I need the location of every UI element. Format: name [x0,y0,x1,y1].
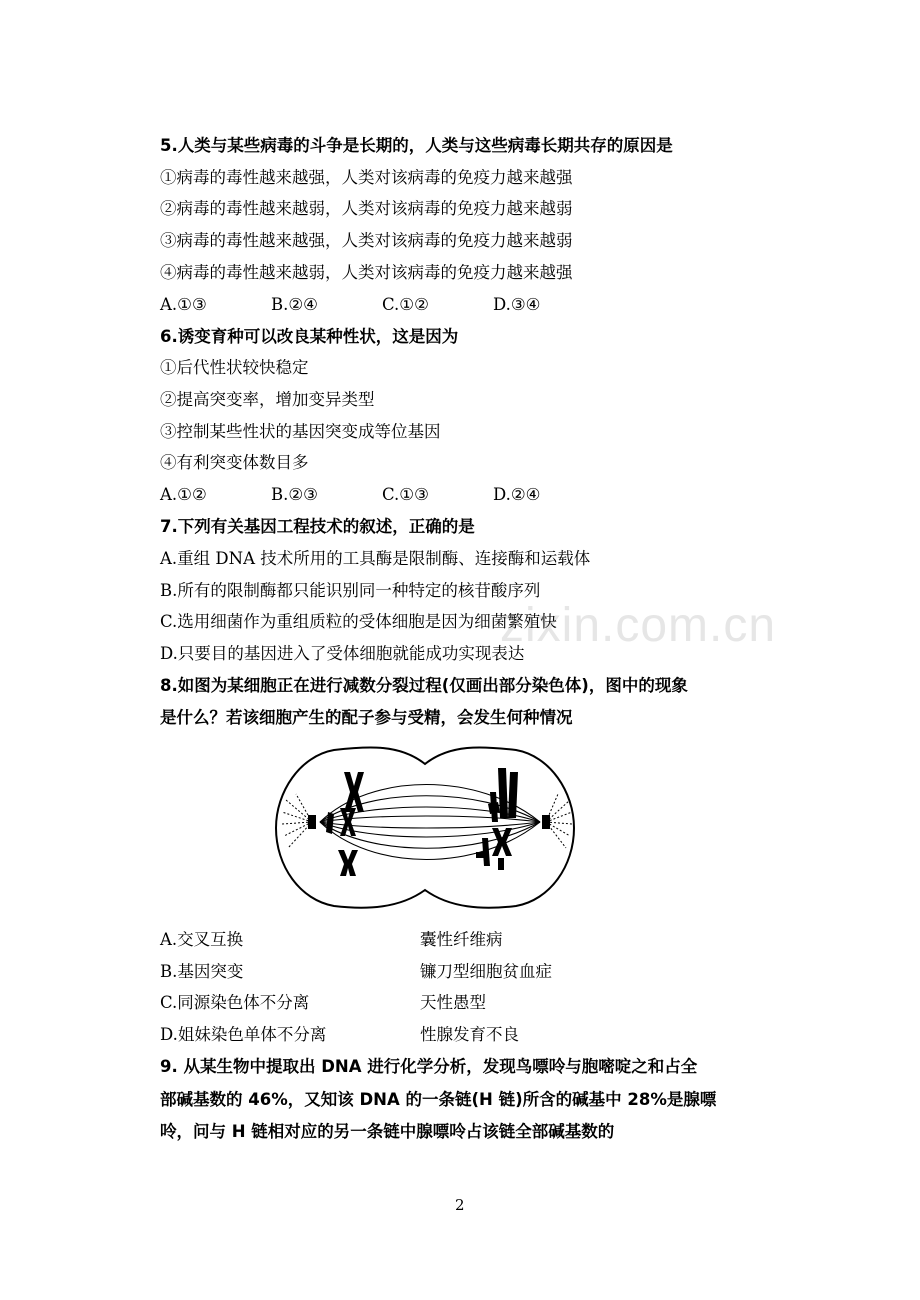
q6-item-4: ④有利突变体数目多 [160,453,309,472]
q5-option-a: A.①③ [160,295,207,314]
q6-option-b: B.②③ [271,485,318,504]
q8-option-b: B.基因突变 [160,962,244,981]
q6-options [160,484,604,506]
q6-option-d: D.②④ [493,485,541,504]
q5-stem: 5.人类与某些病毒的斗争是长期的，人类与这些病毒长期共存的原因是 [160,136,673,155]
q5-item-2: ②病毒的毒性越来越弱，人类对该病毒的免疫力越来越弱 [160,199,573,218]
q8-option-c: C.同源染色体不分离 [160,993,310,1012]
watermark: zixin.com.cn [500,599,777,652]
q7-option-d: D.只要目的基因进入了受体细胞就能成功实现表达 [160,644,525,663]
q8-stem-line2: 是什么？若该细胞产生的配子参与受精，会发生何种情况 [160,708,573,727]
chromosomes-left [326,772,364,876]
q8-option-a-disease: 囊性纤维病 [420,930,503,949]
q5-option-c: C.①② [382,295,429,314]
q8-stem-line1: 8.如图为某细胞正在进行减数分裂过程(仅画出部分染色体)，图中的现象 [160,676,688,695]
q7-option-a: A.重组 DNA 技术所用的工具酶是限制酶、连接酶和运载体 [160,549,591,568]
q6-stem: 6.诱变育种可以改良某种性状，这是因为 [160,327,459,346]
page-number: 2 [455,1196,465,1214]
aster-left [282,794,312,848]
q5-item-4: ④病毒的毒性越来越弱，人类对该病毒的免疫力越来越强 [160,263,573,282]
q9-line1: 9. 从某生物中提取出 DNA 进行化学分析，发现鸟嘌呤与胞嘧啶之和占全 [160,1057,698,1076]
q7-stem: 7.下列有关基因工程技术的叙述，正确的是 [160,517,475,536]
q8-option-b-disease: 镰刀型细胞贫血症 [420,962,552,981]
q8-option-a: A.交叉互换 [160,930,244,949]
centrosome-left [308,815,316,829]
q7-option-b: B.所有的限制酶都只能识别同一种特定的核苷酸序列 [160,581,541,600]
q6-item-1: ①后代性状较快稳定 [160,358,309,377]
q6-option-a: A.①② [160,485,207,504]
q9-line2: 部碱基数的 46%，又知该 DNA 的一条链(H 链)所含的碱基中 28%是腺嘌 [160,1090,717,1109]
q5-option-d: D.③④ [493,295,541,314]
q8-option-d: D.姐妹染色单体不分离 [160,1025,327,1044]
q9-line3: 呤，问与 H 链相对应的另一条链中腺嘌呤占该链全部碱基数的 [160,1122,615,1141]
q5-item-1: ①病毒的毒性越来越强，人类对该病毒的免疫力越来越强 [160,168,573,187]
centrosome-right [542,815,550,829]
q5-item-3: ③病毒的毒性越来越强，人类对该病毒的免疫力越来越弱 [160,231,573,250]
q8-option-d-disease: 性腺发育不良 [420,1025,519,1044]
q7-option-c: C.选用细菌作为重组质粒的受体细胞是因为细菌繁殖快 [160,612,557,631]
q8-option-c-disease: 天性愚型 [420,993,486,1012]
q5-options [160,294,604,316]
meiosis-cell-figure [272,742,578,912]
q6-item-2: ②提高突变率，增加变异类型 [160,390,375,409]
q6-item-3: ③控制某些性状的基因突变成等位基因 [160,422,441,441]
q5-option-b: B.②④ [271,295,318,314]
q6-option-c: C.①③ [382,485,429,504]
